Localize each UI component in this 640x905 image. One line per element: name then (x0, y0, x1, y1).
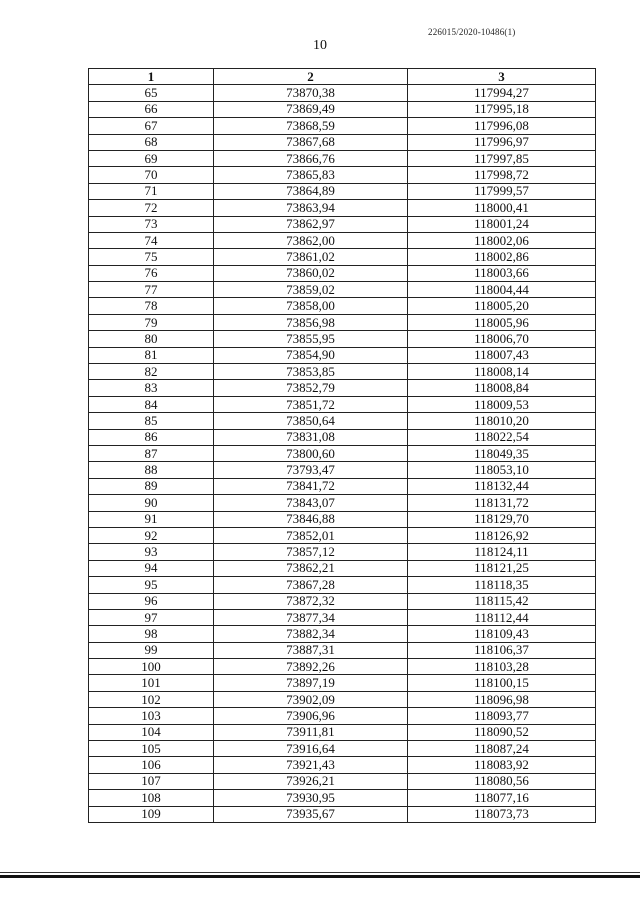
footer-rule (0, 872, 640, 880)
column-header-number: 1 (89, 69, 214, 85)
y-coordinate-cell: 118009,53 (408, 396, 596, 412)
point-number-cell: 104 (89, 724, 214, 740)
y-coordinate-cell: 118106,37 (408, 642, 596, 658)
table-row (89, 495, 596, 511)
point-number-cell: 76 (89, 265, 214, 281)
x-coordinate-cell: 73841,72 (214, 478, 408, 494)
y-coordinate-cell: 118077,16 (408, 790, 596, 806)
point-number-cell: 92 (89, 527, 214, 543)
point-number-cell: 69 (89, 150, 214, 166)
table-row (89, 757, 596, 773)
y-coordinate-cell: 118008,84 (408, 380, 596, 396)
table-row (89, 85, 596, 101)
x-coordinate-cell: 73850,64 (214, 413, 408, 429)
table-row (89, 429, 596, 445)
table-row (89, 445, 596, 461)
table-row (89, 413, 596, 429)
x-coordinate-cell: 73868,59 (214, 118, 408, 134)
x-coordinate-cell: 73930,95 (214, 790, 408, 806)
point-number-cell: 70 (89, 167, 214, 183)
table-row (89, 167, 596, 183)
y-coordinate-cell: 118053,10 (408, 462, 596, 478)
y-coordinate-cell: 118080,56 (408, 773, 596, 789)
y-coordinate-cell: 118007,43 (408, 347, 596, 363)
point-number-cell: 68 (89, 134, 214, 150)
table-row (89, 609, 596, 625)
x-coordinate-cell: 73877,34 (214, 609, 408, 625)
x-coordinate-cell: 73853,85 (214, 364, 408, 380)
y-coordinate-cell: 118049,35 (408, 445, 596, 461)
x-coordinate-cell: 73857,12 (214, 544, 408, 560)
x-coordinate-cell: 73935,67 (214, 806, 408, 822)
coordinates-table (88, 68, 596, 823)
table-row (89, 200, 596, 216)
x-coordinate-cell: 73926,21 (214, 773, 408, 789)
x-coordinate-cell: 73843,07 (214, 495, 408, 511)
y-coordinate-cell: 118118,35 (408, 577, 596, 593)
x-coordinate-cell: 73854,90 (214, 347, 408, 363)
x-coordinate-cell: 73872,32 (214, 593, 408, 609)
point-number-cell: 89 (89, 478, 214, 494)
table-header-row (89, 69, 596, 85)
point-number-cell: 88 (89, 462, 214, 478)
table-row (89, 560, 596, 576)
point-number-cell: 106 (89, 757, 214, 773)
table-row (89, 134, 596, 150)
point-number-cell: 109 (89, 806, 214, 822)
x-coordinate-cell: 73869,49 (214, 101, 408, 117)
point-number-cell: 93 (89, 544, 214, 560)
point-number-cell: 99 (89, 642, 214, 658)
x-coordinate-cell: 73852,01 (214, 527, 408, 543)
point-number-cell: 86 (89, 429, 214, 445)
point-number-cell: 79 (89, 314, 214, 330)
y-coordinate-cell: 117996,08 (408, 118, 596, 134)
table-row (89, 265, 596, 281)
y-coordinate-cell: 118121,25 (408, 560, 596, 576)
table-row (89, 232, 596, 248)
table-body (89, 85, 596, 823)
x-coordinate-cell: 73864,89 (214, 183, 408, 199)
table-row (89, 118, 596, 134)
y-coordinate-cell: 118005,96 (408, 314, 596, 330)
y-coordinate-cell: 118109,43 (408, 626, 596, 642)
y-coordinate-cell: 118131,72 (408, 495, 596, 511)
y-coordinate-cell: 118090,52 (408, 724, 596, 740)
point-number-cell: 74 (89, 232, 214, 248)
y-coordinate-cell: 117996,97 (408, 134, 596, 150)
x-coordinate-cell: 73882,34 (214, 626, 408, 642)
x-coordinate-cell: 73852,79 (214, 380, 408, 396)
table-row (89, 478, 596, 494)
table-row (89, 691, 596, 707)
x-coordinate-cell: 73862,21 (214, 560, 408, 576)
table-row (89, 773, 596, 789)
table-row (89, 150, 596, 166)
table-row (89, 511, 596, 527)
y-coordinate-cell: 118103,28 (408, 659, 596, 675)
x-coordinate-cell: 73887,31 (214, 642, 408, 658)
x-coordinate-cell: 73846,88 (214, 511, 408, 527)
table-row (89, 790, 596, 806)
table-row (89, 593, 596, 609)
y-coordinate-cell: 118073,73 (408, 806, 596, 822)
table-row (89, 642, 596, 658)
y-coordinate-cell: 118087,24 (408, 741, 596, 757)
y-coordinate-cell: 118002,86 (408, 249, 596, 265)
point-number-cell: 105 (89, 741, 214, 757)
y-coordinate-cell: 118006,70 (408, 331, 596, 347)
table-row (89, 249, 596, 265)
point-number-cell: 107 (89, 773, 214, 789)
table-row (89, 216, 596, 232)
x-coordinate-cell: 73855,95 (214, 331, 408, 347)
point-number-cell: 73 (89, 216, 214, 232)
y-coordinate-cell: 118112,44 (408, 609, 596, 625)
point-number-cell: 94 (89, 560, 214, 576)
x-coordinate-cell: 73902,09 (214, 691, 408, 707)
x-coordinate-cell: 73858,00 (214, 298, 408, 314)
point-number-cell: 77 (89, 282, 214, 298)
y-coordinate-cell: 117995,18 (408, 101, 596, 117)
point-number-cell: 91 (89, 511, 214, 527)
x-coordinate-cell: 73860,02 (214, 265, 408, 281)
x-coordinate-cell: 73851,72 (214, 396, 408, 412)
y-coordinate-cell: 118093,77 (408, 708, 596, 724)
table-row (89, 183, 596, 199)
page-number: 10 (313, 38, 327, 53)
y-coordinate-cell: 118124,11 (408, 544, 596, 560)
x-coordinate-cell: 73800,60 (214, 445, 408, 461)
table-row (89, 347, 596, 363)
point-number-cell: 108 (89, 790, 214, 806)
point-number-cell: 75 (89, 249, 214, 265)
x-coordinate-cell: 73793,47 (214, 462, 408, 478)
x-coordinate-cell: 73865,83 (214, 167, 408, 183)
y-coordinate-cell: 118022,54 (408, 429, 596, 445)
table-row (89, 462, 596, 478)
point-number-cell: 98 (89, 626, 214, 642)
y-coordinate-cell: 118001,24 (408, 216, 596, 232)
point-number-cell: 101 (89, 675, 214, 691)
table-row (89, 101, 596, 117)
point-number-cell: 85 (89, 413, 214, 429)
x-coordinate-cell: 73867,28 (214, 577, 408, 593)
point-number-cell: 81 (89, 347, 214, 363)
x-coordinate-cell: 73906,96 (214, 708, 408, 724)
point-number-cell: 83 (89, 380, 214, 396)
x-coordinate-cell: 73856,98 (214, 314, 408, 330)
point-number-cell: 95 (89, 577, 214, 593)
point-number-cell: 102 (89, 691, 214, 707)
point-number-cell: 66 (89, 101, 214, 117)
table-row (89, 741, 596, 757)
table-row (89, 396, 596, 412)
y-coordinate-cell: 118010,20 (408, 413, 596, 429)
point-number-cell: 100 (89, 659, 214, 675)
y-coordinate-cell: 118096,98 (408, 691, 596, 707)
table-row (89, 544, 596, 560)
table-row (89, 626, 596, 642)
point-number-cell: 87 (89, 445, 214, 461)
x-coordinate-cell: 73862,97 (214, 216, 408, 232)
point-number-cell: 96 (89, 593, 214, 609)
table-row (89, 380, 596, 396)
x-coordinate-cell: 73859,02 (214, 282, 408, 298)
y-coordinate-cell: 118002,06 (408, 232, 596, 248)
point-number-cell: 71 (89, 183, 214, 199)
table-row (89, 708, 596, 724)
table-row (89, 364, 596, 380)
y-coordinate-cell: 117997,85 (408, 150, 596, 166)
point-number-cell: 67 (89, 118, 214, 134)
point-number-cell: 90 (89, 495, 214, 511)
x-coordinate-cell: 73863,94 (214, 200, 408, 216)
y-coordinate-cell: 118003,66 (408, 265, 596, 281)
table-row (89, 282, 596, 298)
point-number-cell: 80 (89, 331, 214, 347)
point-number-cell: 103 (89, 708, 214, 724)
document-id: 226015/2020-10486(1) (428, 27, 516, 37)
x-coordinate-cell: 73892,26 (214, 659, 408, 675)
y-coordinate-cell: 118004,44 (408, 282, 596, 298)
y-coordinate-cell: 118000,41 (408, 200, 596, 216)
y-coordinate-cell: 118083,92 (408, 757, 596, 773)
y-coordinate-cell: 118132,44 (408, 478, 596, 494)
x-coordinate-cell: 73861,02 (214, 249, 408, 265)
point-number-cell: 65 (89, 85, 214, 101)
column-header-x: 2 (214, 69, 408, 85)
y-coordinate-cell: 118005,20 (408, 298, 596, 314)
point-number-cell: 84 (89, 396, 214, 412)
table-row (89, 527, 596, 543)
point-number-cell: 72 (89, 200, 214, 216)
table-row (89, 724, 596, 740)
x-coordinate-cell: 73867,68 (214, 134, 408, 150)
table-row (89, 314, 596, 330)
y-coordinate-cell: 117998,72 (408, 167, 596, 183)
y-coordinate-cell: 118115,42 (408, 593, 596, 609)
y-coordinate-cell: 117999,57 (408, 183, 596, 199)
y-coordinate-cell: 117994,27 (408, 85, 596, 101)
point-number-cell: 82 (89, 364, 214, 380)
y-coordinate-cell: 118129,70 (408, 511, 596, 527)
point-number-cell: 97 (89, 609, 214, 625)
table-row (89, 298, 596, 314)
table-row (89, 331, 596, 347)
x-coordinate-cell: 73921,43 (214, 757, 408, 773)
y-coordinate-cell: 118126,92 (408, 527, 596, 543)
y-coordinate-cell: 118100,15 (408, 675, 596, 691)
table-row (89, 806, 596, 822)
y-coordinate-cell: 118008,14 (408, 364, 596, 380)
table-row (89, 577, 596, 593)
table-row (89, 675, 596, 691)
x-coordinate-cell: 73831,08 (214, 429, 408, 445)
x-coordinate-cell: 73862,00 (214, 232, 408, 248)
x-coordinate-cell: 73897,19 (214, 675, 408, 691)
x-coordinate-cell: 73866,76 (214, 150, 408, 166)
point-number-cell: 78 (89, 298, 214, 314)
x-coordinate-cell: 73870,38 (214, 85, 408, 101)
column-header-y: 3 (408, 69, 596, 85)
x-coordinate-cell: 73916,64 (214, 741, 408, 757)
table-row (89, 659, 596, 675)
x-coordinate-cell: 73911,81 (214, 724, 408, 740)
